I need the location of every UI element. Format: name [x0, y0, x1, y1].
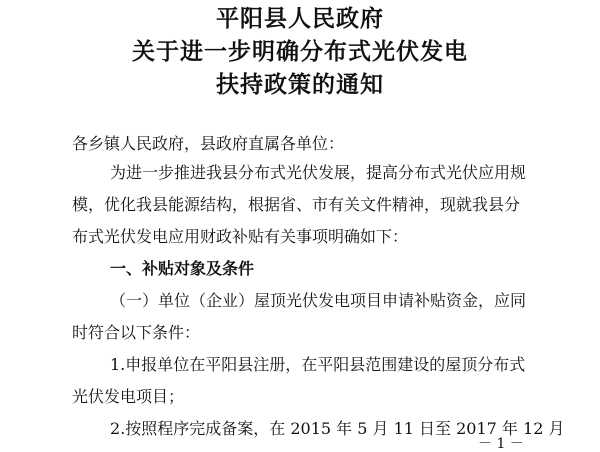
paragraph-1-line-2: 模，优化我县能源结构，根据省、市有关文件精神，现就我县分: [72, 195, 521, 214]
section-1-heading: 一、补贴对象及条件: [110, 259, 255, 278]
paragraph-1-line-3: 布式光伏发电应用财政补贴有关事项明确如下：: [72, 227, 409, 246]
item-1-line-1: 1.申报单位在平阳县注册，在平阳县范围建设的屋顶分布式: [110, 355, 526, 374]
paragraph-2-line-2: 时符合以下条件：: [72, 323, 201, 342]
document-title-line-3: 扶持政策的通知: [216, 71, 384, 98]
item-1-line-2: 光伏发电项目；: [72, 387, 185, 406]
salutation: 各乡镇人民政府，县政府直属各单位：: [72, 134, 345, 153]
paragraph-2-line-1: （一）单位（企业）屋顶光伏发电项目申请补贴资金，应同: [110, 291, 527, 310]
item-2-line-1: 2.按照程序完成备案，在 2015 年 5 月 11 日至 2017 年 12 月: [110, 419, 565, 438]
page-number: － 1 －: [478, 436, 524, 452]
paragraph-1-line-1: 为进一步推进我县分布式光伏发展，提高分布式光伏应用规: [110, 163, 527, 182]
document-title-line-1: 平阳县人民政府: [216, 5, 384, 32]
document-title-line-2: 关于进一步明确分布式光伏发电: [132, 38, 468, 65]
